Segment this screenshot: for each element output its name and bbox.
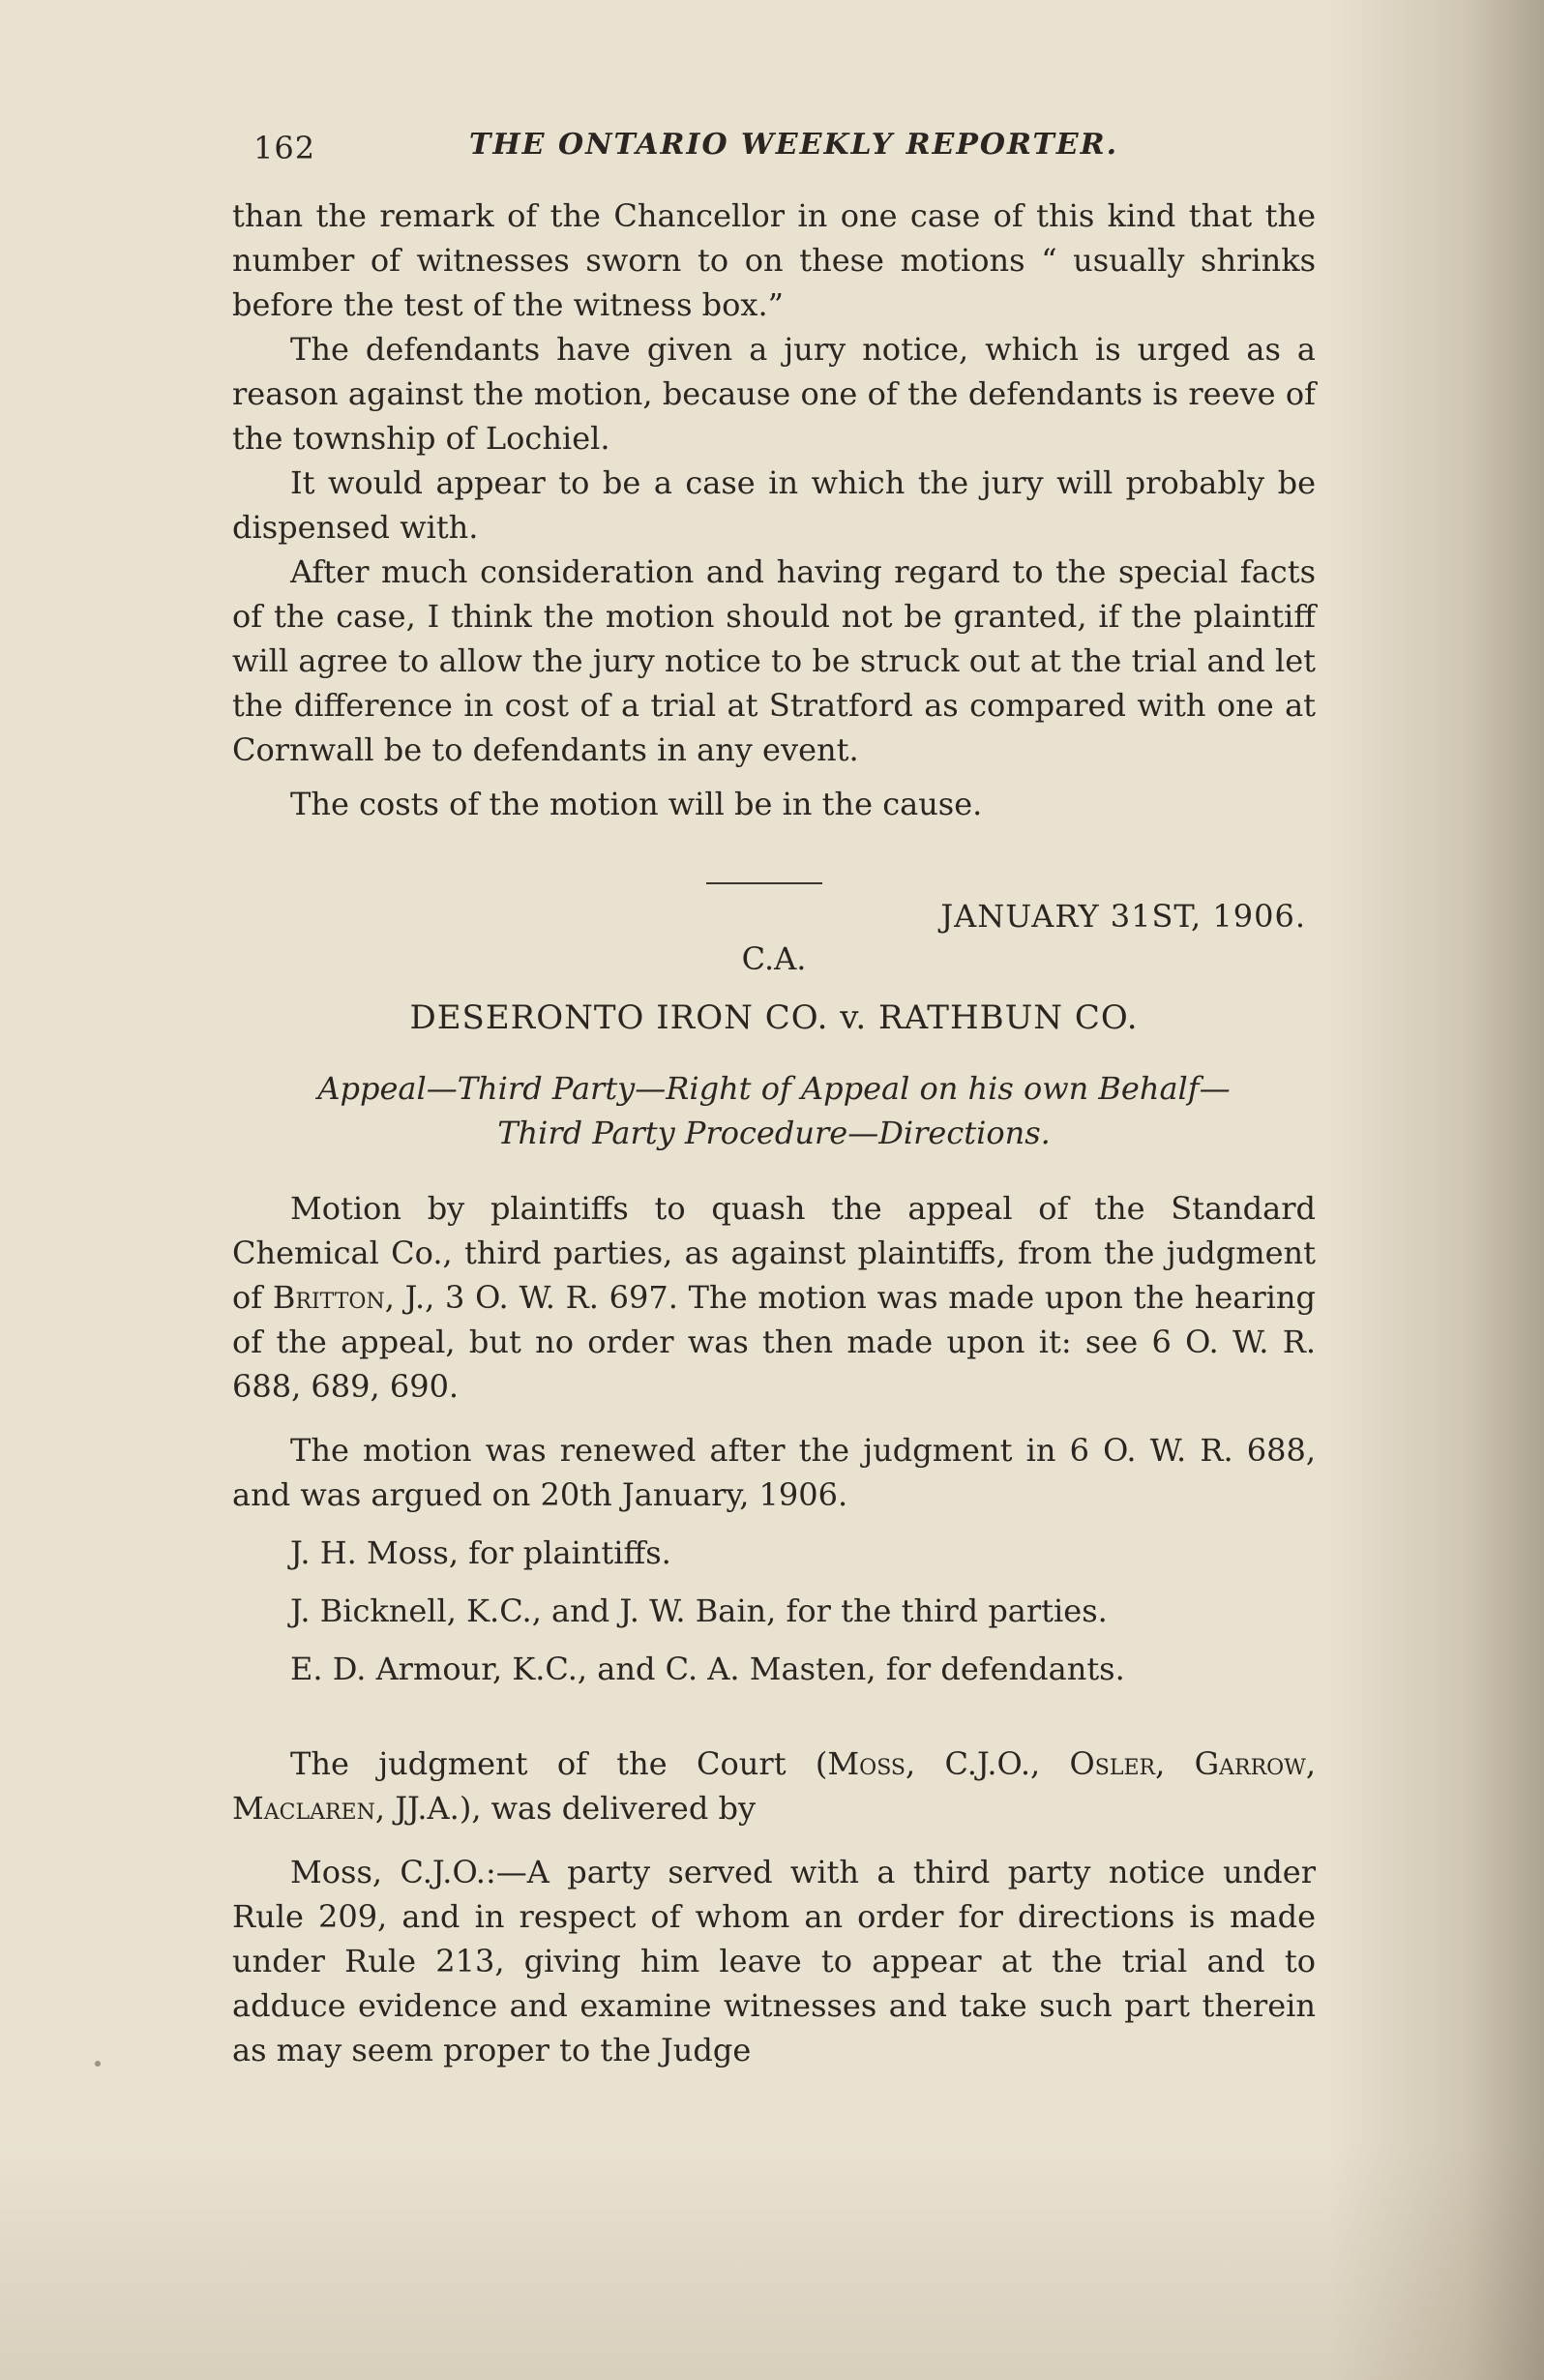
body-paragraph: It would appear to be a case in which the jury will probably be dispensed with. bbox=[232, 464, 1316, 546]
counsel-line: J. Bicknell, K.C., and J. W. Bain, for the third parties. bbox=[290, 1592, 1108, 1629]
page-content bbox=[232, 116, 1316, 2072]
body-paragraph: The costs of the motion will be in the cause. bbox=[290, 786, 983, 822]
court-designation: C.A. bbox=[741, 940, 807, 977]
headnote bbox=[232, 1066, 1316, 1155]
case-date: JANUARY 31ST, 1906. bbox=[940, 898, 1306, 935]
body-paragraph: After much consideration and having regard to the special facts of the case, I think the motion should not be granted, if the plaintiff will agree to allow the jury notice to be struck out at the trial and let the difference in cost of a trial at Stratford as compared with one at Cornwall be to defendants in any event. bbox=[232, 553, 1316, 768]
opinion-text: :—A party served with a third party notice under Rule 209, and in respect of whom an order for directions is made under Rule 213, giving him leave to appear at the trial and to adduce evidence and examine witnesses and take such part therein as may seem proper to the Judge bbox=[232, 1854, 1317, 2068]
counsel-line: J. H. Moss, for plaintiffs. bbox=[290, 1534, 671, 1571]
counsel-line: E. D. Armour, K.C., and C. A. Masten, for defendants. bbox=[290, 1651, 1125, 1687]
motion-paragraph bbox=[232, 1186, 1316, 1409]
court-judges: Moss, C.J.O., Osler, Garrow, Maclaren, JJ.A. bbox=[232, 1745, 1317, 1827]
headnote-line: Appeal—Third Party—Right of Appeal on his own Behalf— bbox=[317, 1070, 1231, 1107]
running-head bbox=[232, 116, 1316, 184]
judgment-intro-text: The judgment of the Court ( bbox=[290, 1745, 828, 1782]
judgment-intro-text: ), was delivered by bbox=[459, 1790, 757, 1827]
opinion-paragraph bbox=[232, 1850, 1316, 2072]
body-paragraph: than the remark of the Chancellor in one case of this kind that the number of witnesses sworn to on these motions “ usually shrinks before the test of the witness box.” bbox=[232, 197, 1316, 323]
motion-text: , J., 3 O. W. R. 697. The motion was made upon the hearing of the appeal, but no order was then made upon it: see 6 O. W. R. 688, 689, 690. bbox=[232, 1279, 1317, 1405]
headnote-line: Third Party Procedure—Directions. bbox=[497, 1115, 1051, 1151]
body-paragraph: The defendants have given a jury notice, which is urged as a reason against the motion, because one of the defendants is reeve of the township of Lochiel. bbox=[232, 331, 1316, 457]
section-divider bbox=[706, 882, 822, 884]
judge-name: Britton bbox=[272, 1279, 385, 1316]
journal-title: THE ONTARIO WEEKLY REPORTER. bbox=[469, 128, 1119, 162]
paper-spot bbox=[95, 2061, 101, 2067]
page-number: 162 bbox=[253, 130, 316, 166]
opinion-judge: Moss, C.J.O. bbox=[290, 1854, 486, 1890]
motion-text: Motion by plaintiffs to quash the appeal of the Standard Chemical Co., third parties, as against plaintiffs, from the judgment of bbox=[232, 1190, 1316, 1316]
judgment-intro bbox=[232, 1741, 1316, 1830]
case-title: DESERONTO IRON CO. v. RATHBUN CO. bbox=[409, 998, 1139, 1037]
renewal-paragraph: The motion was renewed after the judgment in 6 O. W. R. 688, and was argued on 20th January, 1906. bbox=[232, 1432, 1316, 1513]
